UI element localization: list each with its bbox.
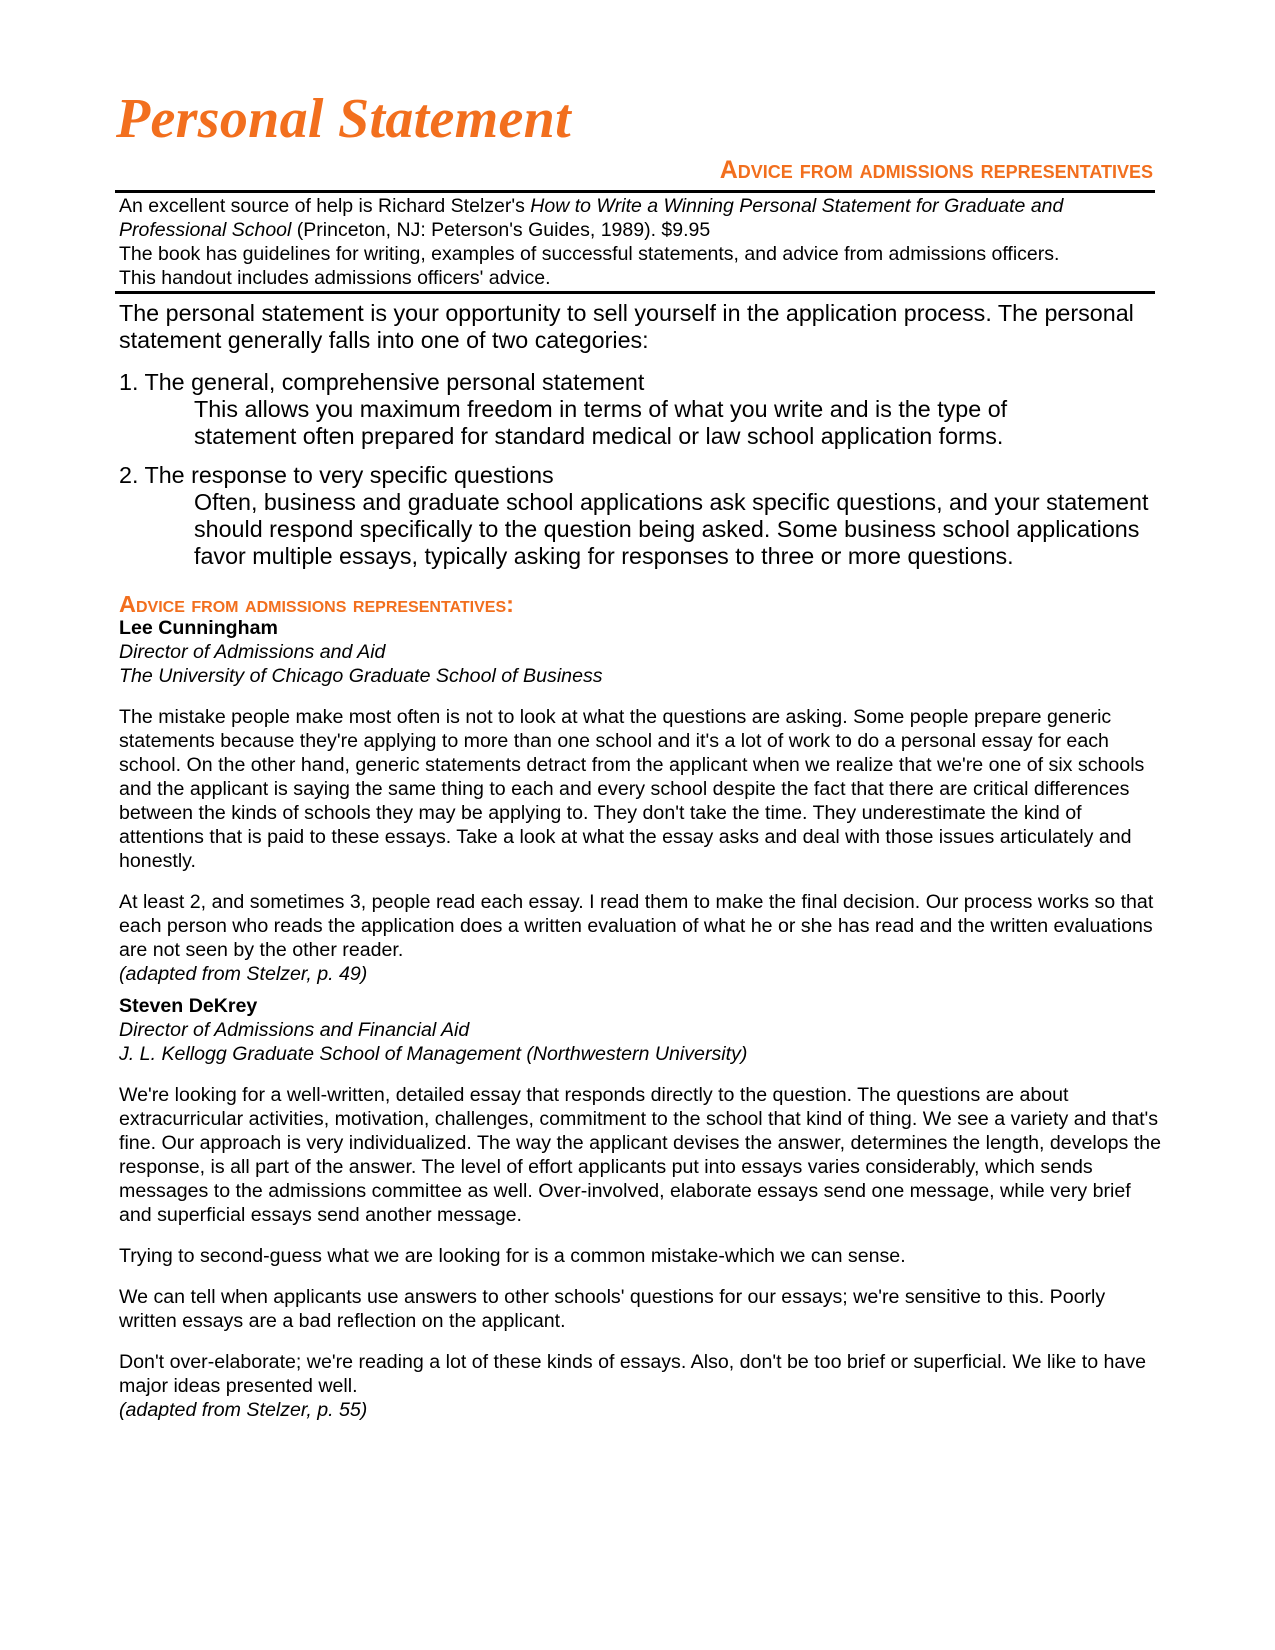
book-title-part1: How to Write a Winning Personal Statement for Graduate and bbox=[530, 195, 1064, 217]
lead-paragraph-text: The personal statement is your opportunity to sell yourself in the application process. The personal statement generally falls into one of two categories: bbox=[119, 300, 1134, 353]
intro-line-4: This handout includes admissions officers' advice. bbox=[119, 267, 551, 289]
intro-line-1 bbox=[119, 194, 1159, 218]
rep-paragraph: We're looking for a well-written, detailed essay that responds directly to the question. The questions are about extracurricular activities, motivation, challenges, commitment to the school that kind of thing. We see a variety and that's fine. Our approach is very individualized. The way the applicant devises the answer, determines the length, develops the response, is all part of the answer. The level of effort applicants put into essays varies considerably, which sends messages to the admissions committee as well. Over-involved, elaborate essays send one message, while very brief and superficial essays send another message. bbox=[119, 1084, 1161, 1226]
rep-school: The University of Chicago Graduate School of Business bbox=[119, 665, 603, 687]
section-heading-colon: : bbox=[506, 591, 514, 617]
rep-paragraph: The mistake people make most often is not to look at what the questions are asking. Some people prepare generic statements because they're applying to more than one school and it's a lot of work to do a personal essay for each school. On the other hand, generic statements detract from the applicant when we realize that we're one of six schools and the applicant is saying the same thing to each and every school despite the fact that there are critical differences between the kinds of schools they may be applying to. They don't take the time. They underestimate the kind of attentions that is paid to these essays. Take a look at what the essay asks and deal with those issues articulately and honestly. bbox=[119, 706, 1145, 872]
rep-paragraph: Don't over-elaborate; we're reading a lot of these kinds of essays. Also, don't be too brief or superficial. We like to have major ideas presented well. bbox=[119, 1351, 1147, 1397]
rep-paragraph: We can tell when applicants use answers to other schools' questions for our essays; we're sensitive to this. Poorly written essays are a bad reflection on the applicant. bbox=[119, 1286, 1106, 1332]
rep-name: Lee Cunningham bbox=[119, 617, 278, 639]
intro-line-2 bbox=[119, 218, 1159, 242]
intro-prefix: An excellent source of help is Richard Stelzer's bbox=[119, 195, 531, 217]
section-heading-rest: dvice from admissions representatives bbox=[135, 591, 507, 617]
category-2 bbox=[119, 462, 1159, 570]
rep-citation: (adapted from Stelzer, p. 55) bbox=[119, 1399, 368, 1421]
category-1-description: This allows you maximum freedom in terms of what you write and is the type of statement often prepared for standard medical or law school application forms. bbox=[194, 396, 1008, 449]
intro-line-3: The book has guidelines for writing, examples of successful statements, and advice from admissions officers. bbox=[119, 243, 1060, 265]
section-heading-initial: A bbox=[119, 591, 136, 617]
rep-school: J. L. Kellogg Graduate School of Management (Northwestern University) bbox=[119, 1043, 748, 1065]
section-heading bbox=[119, 590, 514, 618]
category-2-heading: 2. The response to very specific questions bbox=[119, 462, 554, 488]
page-title: Personal Statement bbox=[116, 88, 571, 150]
category-1-heading: 1. The general, comprehensive personal statement bbox=[119, 369, 645, 395]
divider-top bbox=[115, 190, 1155, 193]
top-heading-initial: A bbox=[719, 156, 738, 184]
category-2-description: Often, business and graduate school applications ask specific questions, and your statement should respond specifically to the question being asked. Some business school applications favor multiple essays, typically asking for responses to three or more questions. bbox=[194, 489, 1149, 569]
book-title-part2: Professional School bbox=[119, 219, 292, 241]
representative-steven-dekrey bbox=[119, 994, 1164, 1422]
intro-box bbox=[119, 194, 1159, 290]
representative-lee-cunningham bbox=[119, 616, 1159, 986]
rep-name: Steven DeKrey bbox=[119, 995, 258, 1017]
category-1 bbox=[119, 369, 1159, 450]
rep-paragraph: At least 2, and sometimes 3, people read each essay. I read them to make the final decision. Our process works so that each person who reads the application does a written evaluation of what he or she has read and the written evaluations are not seen by the other reader. bbox=[119, 891, 1154, 961]
rep-paragraph: Trying to second-guess what we are looking for is a common mistake-which we can sense. bbox=[119, 1245, 906, 1267]
lead-paragraph bbox=[119, 300, 1159, 354]
rep-title: Director of Admissions and Financial Aid bbox=[119, 1019, 470, 1041]
rep-title: Director of Admissions and Aid bbox=[119, 641, 386, 663]
top-heading-rest: dvice from admissions representatives bbox=[737, 156, 1153, 184]
top-heading bbox=[720, 155, 1153, 185]
divider-bottom bbox=[115, 291, 1155, 294]
rep-citation: (adapted from Stelzer, p. 49) bbox=[119, 963, 368, 985]
book-publication-info: (Princeton, NJ: Peterson's Guides, 1989). $9.95 bbox=[291, 219, 711, 241]
